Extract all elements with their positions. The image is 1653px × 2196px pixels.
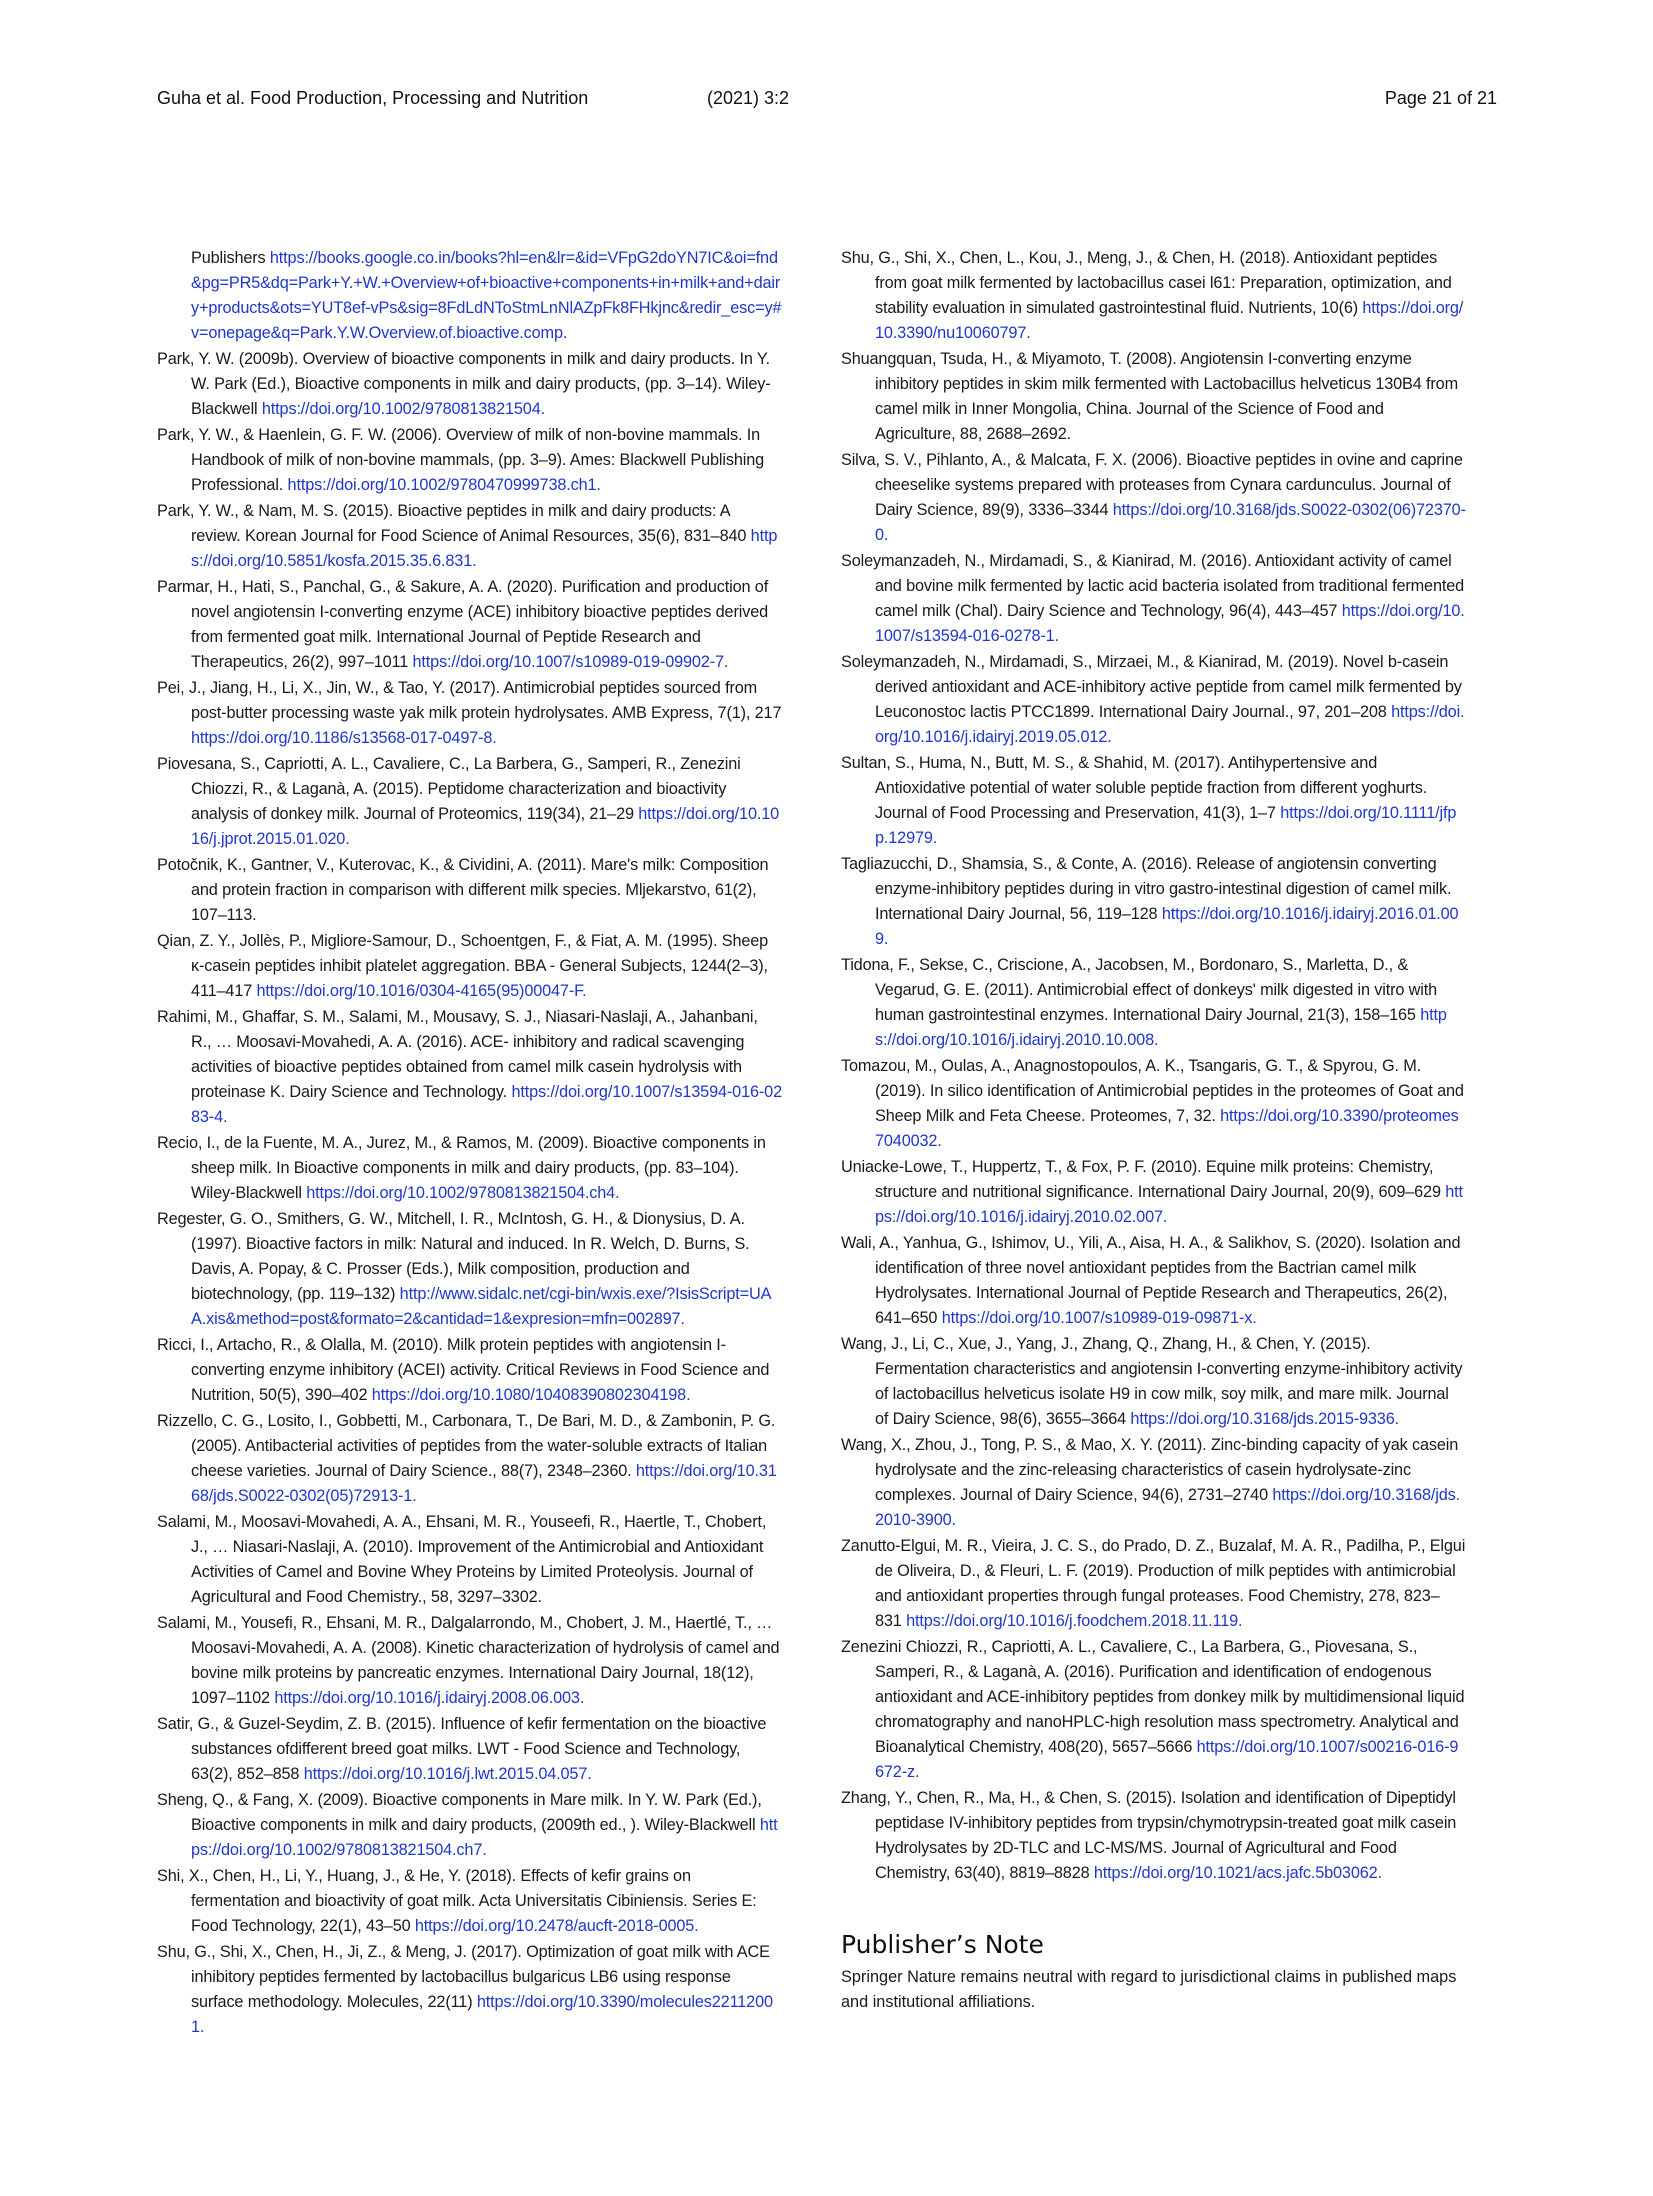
reference-link[interactable]: https://books.google.co.in/books?hl=en&lr=&id=VFpG2doYN7IC&oi=fnd&pg=PR5&dq=Park+Y.+W.+Overview+of+bioactive+components+in+milk+and+dairy+products&ots=YUT8ef-vPs&sig=8FdLdNToStmLnNlAZpFk8FHkjnc&redir_esc=y#v=onepage&q=Park.Y.W.Overview.of.bioactive.comp. [191, 249, 782, 342]
publisher-note-title: Publisher’s Note [841, 1930, 1044, 1959]
reference-item [157, 853, 782, 928]
reference-link[interactable]: https://doi.org/10.1016/j.idairyj.2008.06.003. [274, 1689, 585, 1707]
reference-link[interactable]: https://doi.org/10.2478/aucft-2018-0005. [414, 1917, 699, 1935]
reference-item [841, 549, 1466, 649]
reference-text: Piovesana, S., Capriotti, A. L., Cavaliere, C., La Barbera, G., Samperi, R., Zenezini Chiozzi, R., & Laganà, A. (2015). Peptidome characterization and bioactivity analysis of donkey milk. Journal of Proteomics, 119(34), 21–29 [157, 755, 741, 823]
reference-item [841, 650, 1466, 750]
reference-text: Shu, G., Shi, X., Chen, H., Ji, Z., & Meng, J. (2017). Optimization of goat milk with ACE inhibitory peptides fermented by lactobacillus bulgaricus LB6 using response surface methodology. Molecules, 22(11) [157, 1943, 770, 2011]
reference-text: Shi, X., Chen, H., Li, Y., Huang, J., & He, Y. (2018). Effects of kefir grains on fermentation and bioactivity of goat milk. Acta Universitatis Cibiniensis. Series E: Food Technology, 22(1), 43–50 [157, 1867, 757, 1935]
reference-link[interactable]: https://doi.org/10.1016/0304-4165(95)00047-F. [256, 982, 587, 1000]
reference-item [157, 1864, 782, 1939]
reference-item [157, 1207, 782, 1332]
reference-link[interactable]: https://doi.org/10.1007/s13594-016-0283-4. [191, 1083, 782, 1126]
reference-link[interactable]: https://doi.org/10.1002/9780470999738.ch1. [287, 476, 601, 494]
reference-item [841, 1534, 1466, 1634]
reference-link[interactable]: https://doi.org/10.1111/jfpp.12979. [875, 804, 1457, 847]
reference-link[interactable]: https://doi.org/10.3390/molecules22112001. [191, 1993, 773, 2036]
reference-text: Zhang, Y., Chen, R., Ma, H., & Chen, S. (2015). Isolation and identification of Dipeptidyl peptidase IV-inhibitory peptides from trypsin/chymotrypsin-treated goat milk casein Hydrolysates by 2D-TLC and LC-MS/MS. Journal of Agricultural and Food Chemistry, 63(40), 8819–8828 [841, 1789, 1457, 1882]
reference-link[interactable]: https://doi.org/10.1080/10408390802304198. [371, 1386, 691, 1404]
reference-item [157, 1788, 782, 1863]
reference-link[interactable]: https://doi.org/10.3168/jds.2015-9336. [1130, 1410, 1399, 1428]
reference-text: Ricci, I., Artacho, R., & Olalla, M. (2010). Milk protein peptides with angiotensin I-converting enzyme inhibitory (ACEI) activity. Critical Reviews in Food Science and Nutrition, 50(5), 390–402 [157, 1336, 770, 1404]
reference-link[interactable]: https://doi.org/10.3390/nu10060797. [875, 299, 1464, 342]
journal-title: Guha et al. Food Production, Processing and Nutrition [157, 88, 589, 108]
reference-item [157, 347, 782, 422]
reference-item [841, 953, 1466, 1053]
reference-item [157, 929, 782, 1004]
reference-item [157, 1510, 782, 1610]
reference-item [157, 1005, 782, 1130]
reference-link[interactable]: https://doi.org/10.1007/s10989-019-09902-7. [412, 653, 729, 671]
reference-link[interactable]: https://doi.org/10.1016/j.idairyj.2019.05.012. [875, 703, 1465, 746]
reference-text: Uniacke-Lowe, T., Huppertz, T., & Fox, P. F. (2010). Equine milk proteins: Chemistry, structure and nutritional significance. International Dairy Journal, 20(9), 609–629 [841, 1158, 1446, 1201]
reference-link[interactable]: http://www.sidalc.net/cgi-bin/wxis.exe/?IsisScript=UAA.xis&method=post&formato=2&cantidad=1&expresion=mfn=002897. [191, 1285, 772, 1328]
reference-text: Park, Y. W. (2009b). Overview of bioactive components in milk and dairy products. In Y. W. Park (Ed.), Bioactive components in milk and dairy products, (pp. 3–14). Wiley-Blackwell [157, 350, 771, 418]
reference-text: Zanutto-Elgui, M. R., Vieira, J. C. S., do Prado, D. Z., Buzalaf, M. A. R., Padilha, P., Elgui de Oliveira, D., & Fleuri, L. F. (2019). Production of milk peptides with antimicrobial and antioxidant properties through fungal proteases. Food Chemistry, 278, 823–831 [841, 1537, 1466, 1630]
reference-item [841, 1054, 1466, 1154]
reference-text: Zenezini Chiozzi, R., Capriotti, A. L., Cavaliere, C., La Barbera, G., Piovesana, S., Samperi, R., & Laganà, A. (2016). Purification and identification of endogenous antioxidant and ACE-inhibitory peptides from donkey milk by multidimensional liquid chromatography and nanoHPLC-high resolution mass spectrometry. Analytical and Bioanalytical Chemistry, 408(20), 5657–5666 [841, 1638, 1465, 1756]
reference-text: Park, Y. W., & Nam, M. S. (2015). Bioactive peptides in milk and dairy products: A review. Korean Journal for Food Science of Animal Resources, 35(6), 831–840 [157, 502, 751, 545]
reference-item [841, 1635, 1466, 1785]
reference-text: Shu, G., Shi, X., Chen, L., Kou, J., Meng, J., & Chen, H. (2018). Antioxidant peptides from goat milk fermented by lactobacillus casei l61: Preparation, optimization, and stability evaluation in simulated gastrointestinal fluid. Nutrients, 10(6) [841, 249, 1452, 317]
reference-item [841, 751, 1466, 851]
reference-text: Sheng, Q., & Fang, X. (2009). Bioactive components in Mare milk. In Y. W. Park (Ed.), Bioactive components in milk and dairy products, (2009th ed., ). Wiley-Blackwell [157, 1791, 762, 1834]
reference-text: Salami, M., Yousefi, R., Ehsani, M. R., Dalgalarrondo, M., Chobert, J. M., Haertlé, T., … Moosavi-Movahedi, A. A. (2008). Kinetic characterization of hydrolysis of camel and bovine milk proteins by pancreatic enzymes. International Dairy Journal, 18(12), 1097–1102 [157, 1614, 780, 1707]
reference-text: Rizzello, C. G., Losito, I., Gobbetti, M., Carbonara, T., De Bari, M. D., & Zambonin, P. G. (2005). Antibacterial activities of peptides from the water-soluble extracts of Italian cheese varieties. Journal of Dairy Science., 88(7), 2348–2360. [157, 1412, 776, 1480]
reference-text: Wang, X., Zhou, J., Tong, P. S., & Mao, X. Y. (2011). Zinc-binding capacity of yak casein hydrolysate and the zinc-releasing characteristics of casein hydrolysate-zinc complexes. Journal of Dairy Science, 94(6), 2731–2740 [841, 1436, 1459, 1504]
reference-text: Parmar, H., Hati, S., Panchal, G., & Sakure, A. A. (2020). Purification and production of novel angiotensin I-converting enzyme (ACE) inhibitory bioactive peptides derived from fermented goat milk. International Journal of Peptide Research and Therapeutics, 26(2), 997–1011 [157, 578, 769, 671]
reference-item [157, 246, 782, 346]
reference-item [157, 1611, 782, 1711]
reference-link[interactable]: https://doi.org/10.3168/jds.S0022-0302(06)72370-0. [875, 501, 1466, 544]
reference-link[interactable]: https://doi.org/10.1016/j.idairyj.2010.10.008. [875, 1006, 1447, 1049]
reference-text: Salami, M., Moosavi-Movahedi, A. A., Ehsani, M. R., Youseefi, R., Haertle, T., Chobert, J., … Niasari-Naslaji, A. (2010). Improvement of the Antimicrobial and Antioxidant Activities of Camel and Bovine Whey Proteins by Limited Proteolysis. Journal of Agricultural and Food Chemistry., 58, 3297–3302. [157, 1513, 767, 1606]
reference-text: Silva, S. V., Pihlanto, A., & Malcata, F. X. (2006). Bioactive peptides in ovine and caprine cheeselike systems prepared with proteases from Cynara cardunculus. Journal of Dairy Science, 89(9), 3336–3344 [841, 451, 1463, 519]
reference-link[interactable]: https://doi.org/10.1016/j.foodchem.2018.11.119. [906, 1612, 1243, 1630]
reference-item [841, 1155, 1466, 1230]
reference-text: Tidona, F., Sekse, C., Criscione, A., Jacobsen, M., Bordonaro, S., Marletta, D., & Vegarud, G. E. (2011). Antimicrobial effect of donkeys' milk digested in vitro with human gastrointestinal enzymes. International Dairy Journal, 21(3), 158–165 [841, 956, 1437, 1024]
reference-item [157, 1131, 782, 1206]
reference-item [841, 347, 1466, 447]
reference-link[interactable]: https://doi.org/10.3168/jds.2010-3900. [875, 1486, 1461, 1529]
reference-item [157, 423, 782, 498]
reference-item [157, 575, 782, 675]
reference-text: Sultan, S., Huma, N., Butt, M. S., & Shahid, M. (2017). Antihypertensive and Antioxidative potential of water soluble peptide fraction from different yoghurts. Journal of Food Processing and Preservation, 41(3), 1–7 [841, 754, 1428, 822]
reference-text: Tagliazucchi, D., Shamsia, S., & Conte, A. (2016). Release of angiotensin converting enzyme-inhibitory peptides during in vitro gastro-intestinal digestion of camel milk. International Dairy Journal, 56, 119–128 [841, 855, 1452, 923]
reference-text: Tomazou, M., Oulas, A., Anagnostopoulos, A. K., Tsangaris, G. T., & Spyrou, G. M. (2019). In silico identification of Antimicrobial peptides in the proteomes of Goat and Sheep Milk and Feta Cheese. Proteomes, 7, 32. [841, 1057, 1464, 1125]
page-number: Page 21 of 21 [1384, 88, 1497, 108]
reference-text: Potočnik, K., Gantner, V., Kuterovac, K., & Cividini, A. (2011). Mare's milk: Composition and protein fraction in comparison with different milk species. Mljekarstvo, 61(2), 107–113. [157, 856, 769, 924]
reference-item [157, 752, 782, 852]
reference-text: Qian, Z. Y., Jollès, P., Migliore-Samour, D., Schoentgen, F., & Fiat, A. M. (1995). Sheep κ-casein peptides inhibit platelet aggregation. BBA - General Subjects, 1244(2–3), 411–417 [157, 932, 769, 1000]
page-header [157, 88, 1497, 118]
reference-text: Satir, G., & Guzel-Seydim, Z. B. (2015). Influence of kefir fermentation on the bioactive substances ofdifferent breed goat milks. LWT - Food Science and Technology, 63(2), 852–858 [157, 1715, 767, 1783]
issue-number: (2021) 3:2 [707, 88, 790, 108]
reference-item [841, 1786, 1466, 1886]
reference-link[interactable]: https://doi.org/10.1002/9780813821504.ch4. [306, 1184, 620, 1202]
reference-item [157, 676, 782, 751]
reference-item [157, 1409, 782, 1509]
reference-text: Publishers [191, 249, 270, 267]
reference-link[interactable]: https://doi.org/10.1016/j.idairyj.2010.02.007. [875, 1183, 1463, 1226]
reference-text: Wali, A., Yanhua, G., Ishimov, U., Yili, A., Aisa, H. A., & Salikhov, S. (2020). Isolation and identification of three novel antioxidant peptides from the Bactrian camel milk Hydrolysates. International Journal of Peptide Research and Therapeutics, 26(2), 641–650 [841, 1234, 1461, 1327]
reference-item [841, 1231, 1466, 1331]
reference-item [841, 246, 1466, 346]
reference-item [841, 1433, 1466, 1533]
reference-text: Soleymanzadeh, N., Mirdamadi, S., Mirzaei, M., & Kianirad, M. (2019). Novel b-casein derived antioxidant and ACE-inhibitory active peptide from camel milk fermented by Leuconostoc lactis PTCC1899. International Dairy Journal., 97, 201–208 [841, 653, 1462, 721]
reference-text: Rahimi, M., Ghaffar, S. M., Salami, M., Mousavy, S. J., Niasari-Naslaji, A., Jahanbani, R., … Moosavi-Movahedi, A. A. (2016). ACE- inhibitory and radical scavenging activities of bioactive peptides obtained from camel milk casein hydrolysis with proteinase K. Dairy Science and Technology. [157, 1008, 758, 1101]
reference-text: Wang, J., Li, C., Xue, J., Yang, J., Zhang, Q., Zhang, H., & Chen, Y. (2015). Fermentation characteristics and angiotensin I-converting enzyme-inhibitory activity of lactobacillus helveticus isolate H9 in cow milk, soy milk, and mare milk. Journal of Dairy Science, 98(6), 3655–3664 [841, 1335, 1463, 1428]
reference-item [841, 852, 1466, 952]
publisher-note-body: Springer Nature remains neutral with regard to jurisdictional claims in published maps and institutional affiliations. [841, 1968, 1457, 2011]
reference-link[interactable]: https://doi.org/10.1007/s10989-019-09871-x. [941, 1309, 1257, 1327]
reference-link[interactable]: https://doi.org/10.1016/j.jprot.2015.01.020. [191, 805, 780, 848]
reference-link[interactable]: https://doi.org/10.1007/s13594-016-0278-1. [875, 602, 1465, 645]
reference-link[interactable]: https://doi.org/10.1016/j.lwt.2015.04.057. [303, 1765, 592, 1783]
reference-text: Pei, J., Jiang, H., Li, X., Jin, W., & Tao, Y. (2017). Antimicrobial peptides sourced from post-butter processing waste yak milk protein hydrolysates. AMB Express, 7(1), 217 [157, 679, 782, 722]
right-column [841, 246, 1466, 2015]
reference-link[interactable]: https://doi.org/10.1007/s00216-016-9672-z. [875, 1738, 1459, 1781]
reference-text: Recio, I., de la Fuente, M. A., Jurez, M., & Ramos, M. (2009). Bioactive components in sheep milk. In Bioactive components in milk and dairy products, (pp. 83–104). Wiley-Blackwell [157, 1134, 766, 1202]
reference-item [841, 1332, 1466, 1432]
reference-link[interactable]: https://doi.org/10.5851/kosfa.2015.35.6.831. [191, 527, 778, 570]
left-column [157, 246, 782, 2041]
reference-text: Shuangquan, Tsuda, H., & Miyamoto, T. (2008). Angiotensin I-converting enzyme inhibitory peptides in skim milk fermented with Lactobacillus helveticus 130B4 from camel milk in Inner Mongolia, China. Journal of the Science of Food and Agriculture, 88, 2688–2692. [841, 350, 1458, 443]
reference-link[interactable]: https://doi.org/10.1002/9780813821504. [261, 400, 545, 418]
reference-link[interactable]: https://doi.org/10.1021/acs.jafc.5b03062. [1093, 1864, 1382, 1882]
reference-item [841, 448, 1466, 548]
reference-link[interactable]: https://doi.org/10.1002/9780813821504.ch7. [191, 1816, 778, 1859]
reference-item [157, 1712, 782, 1787]
reference-link[interactable]: https://doi.org/10.1016/j.idairyj.2016.01.009. [875, 905, 1459, 948]
reference-item [157, 1940, 782, 2040]
reference-text: Park, Y. W., & Haenlein, G. F. W. (2006). Overview of milk of non-bovine mammals. In Handbook of milk of non-bovine mammals, (pp. 3–9). Ames: Blackwell Publishing Professional. [157, 426, 765, 494]
reference-item [157, 1333, 782, 1408]
reference-link[interactable]: https://doi.org/10.1186/s13568-017-0497-8. [191, 729, 497, 747]
reference-link[interactable]: https://doi.org/10.3390/proteomes7040032. [875, 1107, 1459, 1150]
reference-item [157, 499, 782, 574]
reference-text: Regester, G. O., Smithers, G. W., Mitchell, I. R., McIntosh, G. H., & Dionysius, D. A. (1997). Bioactive factors in milk: Natural and induced. In R. Welch, D. Burns, S. Davis, A. Popay, & C. Prosser (Eds.), Milk composition, production and biotechnology, (pp. 119–132) [157, 1210, 750, 1303]
reference-link[interactable]: https://doi.org/10.3168/jds.S0022-0302(05)72913-1. [191, 1462, 777, 1505]
reference-text: Soleymanzadeh, N., Mirdamadi, S., & Kianirad, M. (2016). Antioxidant activity of camel and bovine milk fermented by lactic acid bacteria isolated from traditional fermented camel milk (Chal). Dairy Science and Technology, 96(4), 443–457 [841, 552, 1465, 620]
